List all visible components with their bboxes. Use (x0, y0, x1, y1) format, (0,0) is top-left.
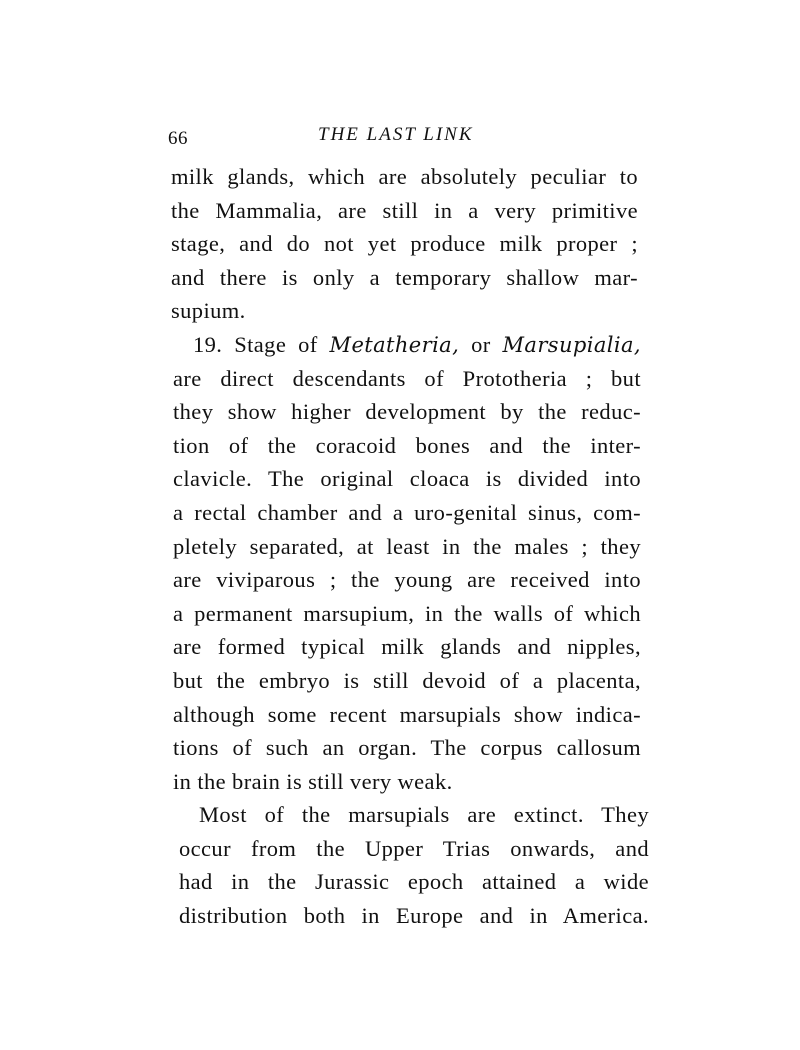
text-line: stage, and do not yet produce milk proper ; (171, 231, 638, 257)
text-line: tion of the coracoid bones and the inter- (173, 432, 641, 458)
paragraph-continuation (171, 160, 638, 328)
paragraph-marsupials-extinct (179, 798, 649, 932)
text-line: they show higher development by the reduc- (173, 399, 641, 425)
text-line: clavicle. The original cloaca is divided into (173, 466, 641, 492)
text-line: the Mammalia, are still in a very primitive (171, 197, 638, 223)
stage-number-label: 19. Stage of (193, 332, 330, 357)
paragraph-lead-line (173, 328, 641, 362)
text-line: pletely separated, at least in the males ; they (173, 533, 641, 559)
running-head (168, 124, 638, 154)
text-line: are formed typical milk glands and nipples, (173, 634, 641, 660)
text-line: tions of such an organ. The corpus callosum (173, 735, 641, 761)
term-metatheria: Metatheria, (329, 333, 460, 357)
page-number: 66 (168, 128, 188, 149)
text-line: in the brain is still very weak. (173, 768, 453, 794)
text-line: and there is only a temporary shallow mar- (171, 264, 638, 290)
text-line: a rectal chamber and a uro-genital sinus, com- (173, 499, 641, 525)
text-line: but the embryo is still devoid of a placenta, (173, 667, 641, 693)
text-line: are viviparous ; the young are received into (173, 567, 641, 593)
paragraph-stage-19 (173, 328, 641, 798)
text-line: a permanent marsupium, in the walls of which (173, 600, 641, 626)
text-line: milk glands, which are absolutely peculiar to (171, 164, 638, 189)
term-marsupialia: Marsupialia, (502, 333, 642, 357)
text-line: supium. (171, 298, 246, 324)
text-line: had in the Jurassic epoch attained a wide (179, 869, 649, 895)
text-line: distribution both in Europe and in America. (179, 902, 649, 928)
text-line: occur from the Upper Trias onwards, and (179, 835, 649, 861)
connector-text: or (459, 332, 503, 357)
text-line: are direct descendants of Prototheria ; but (173, 365, 641, 391)
text-line: although some recent marsupials show indica- (173, 701, 641, 727)
running-title: THE LAST LINK (318, 124, 474, 145)
text-line: Most of the marsupials are extinct. They (199, 802, 649, 827)
